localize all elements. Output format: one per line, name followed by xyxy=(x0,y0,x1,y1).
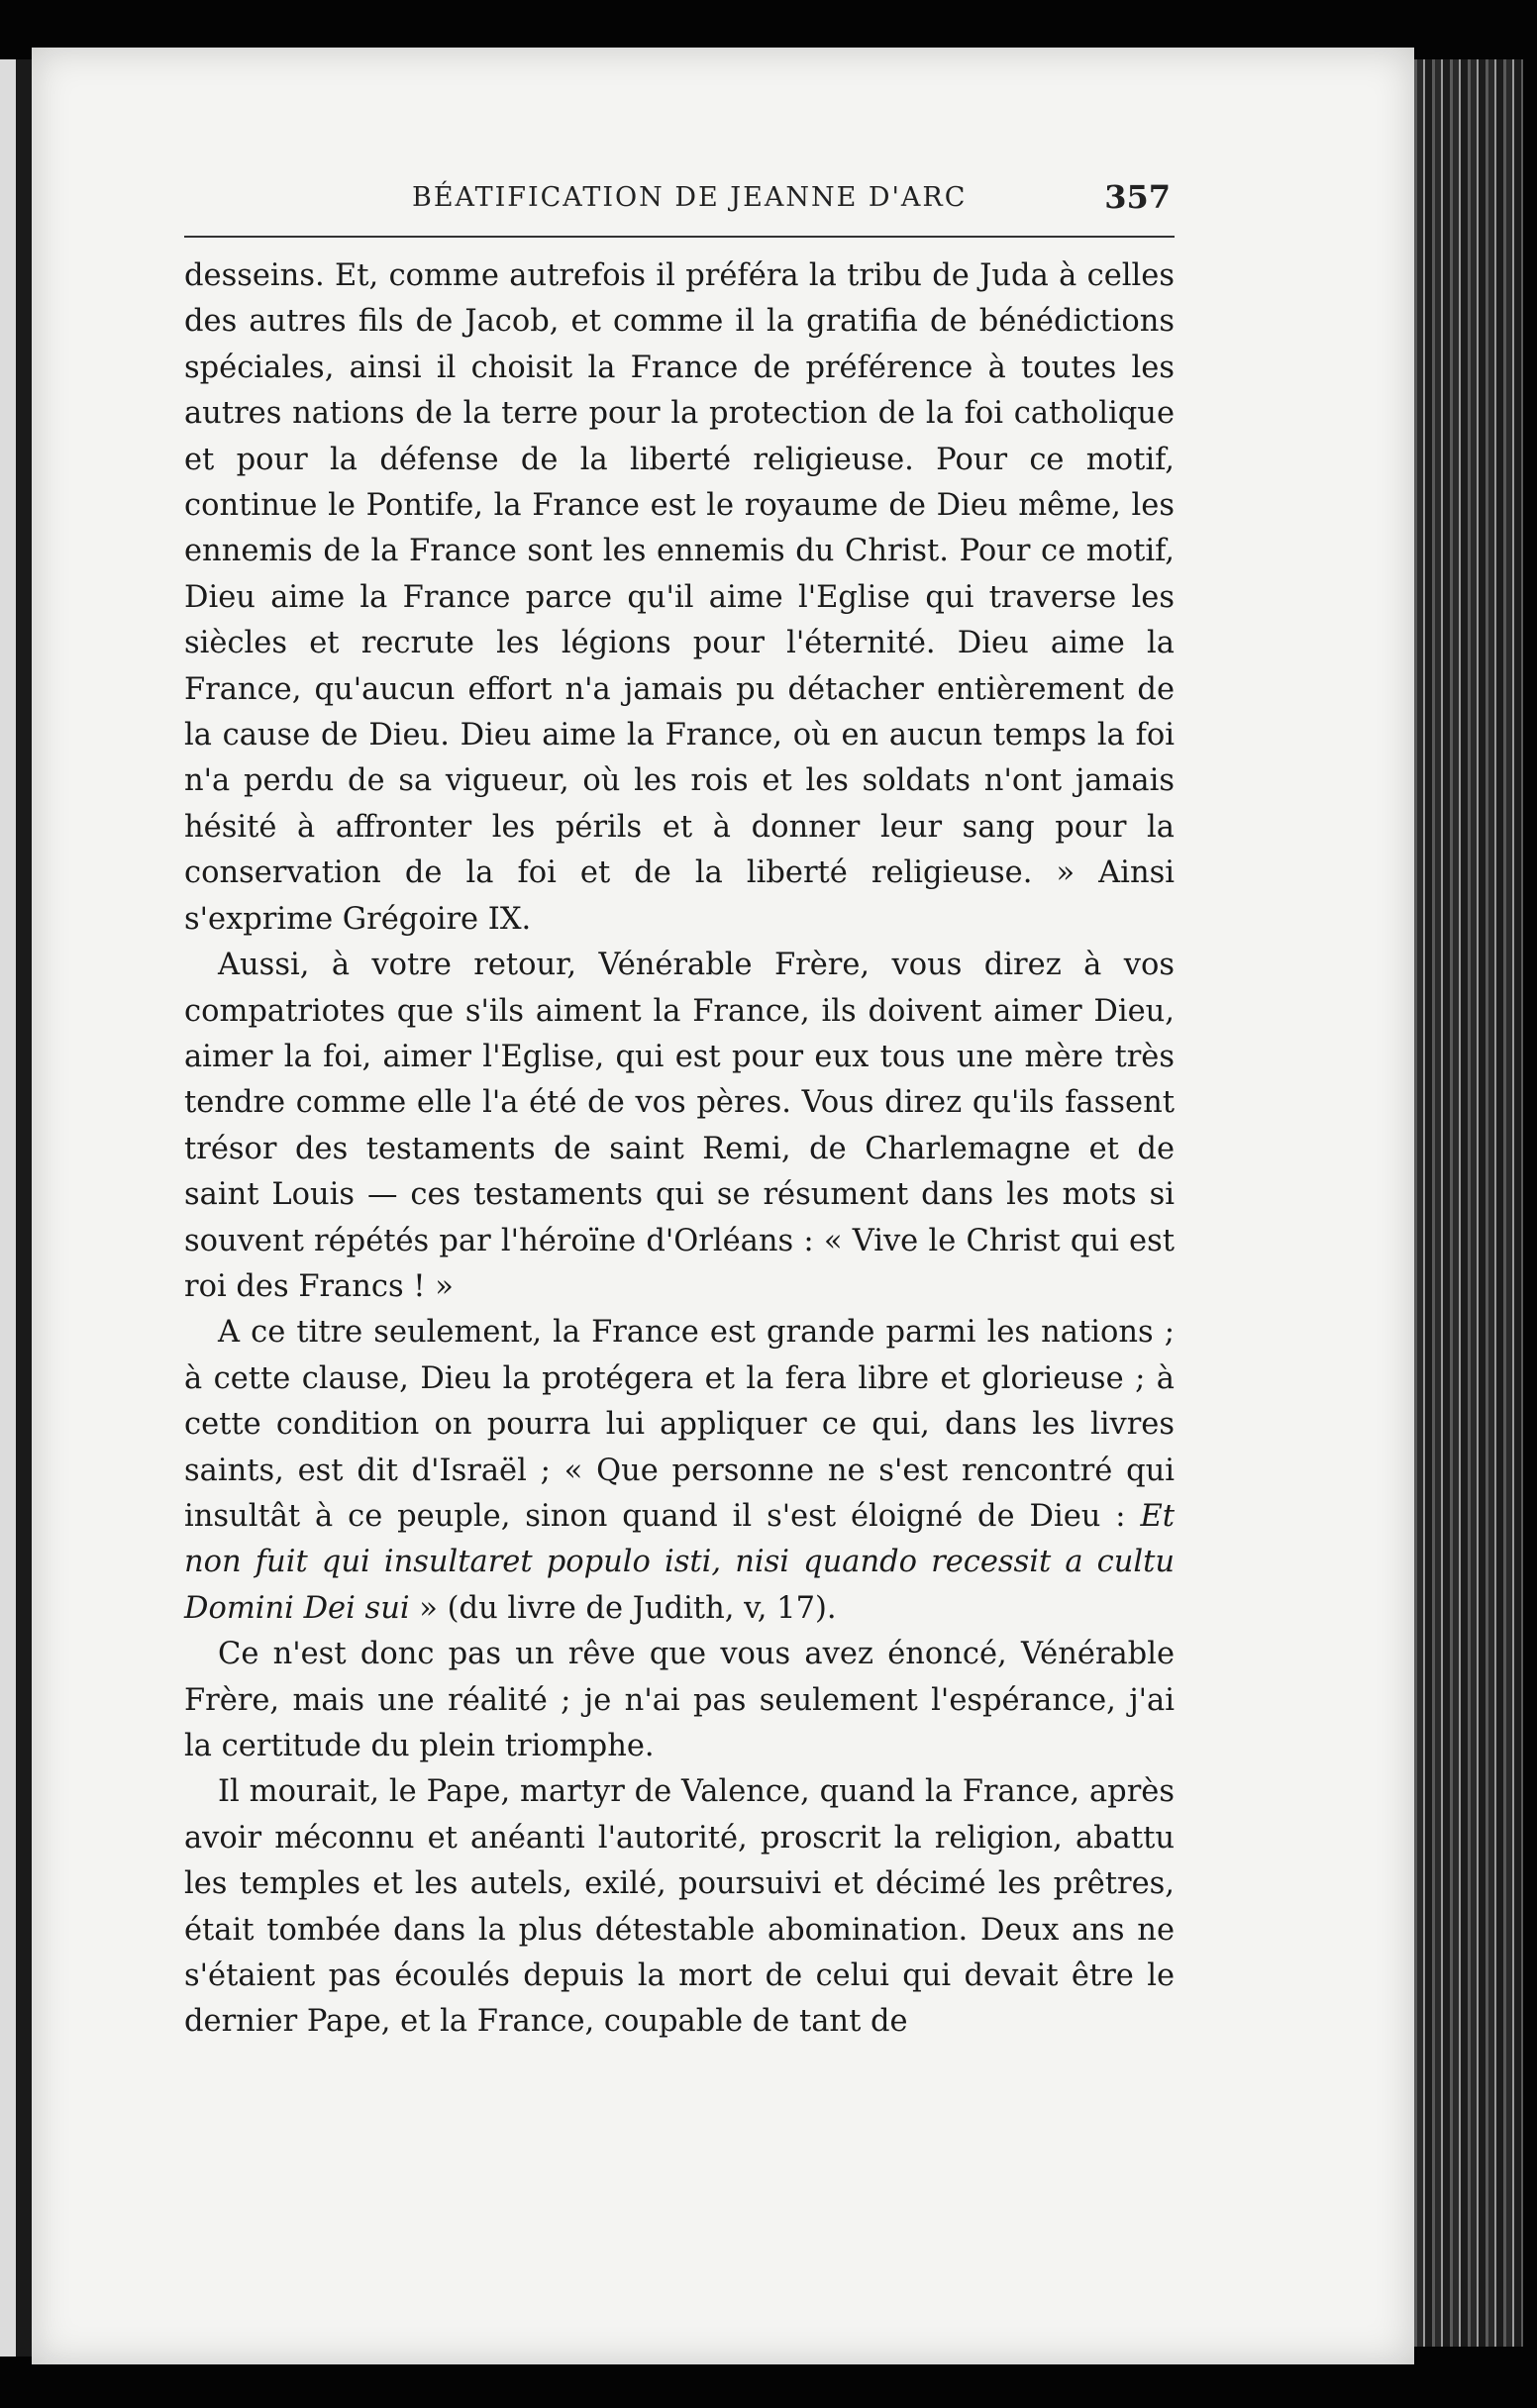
paragraph-1: desseins. Et, comme autrefois il préféra la tribu de Juda à celles des autres fils de Jacob, et comme il la gratifia de bénédictions spéciales, ainsi il choisit la France de préférence à toutes les autres nations de la terre pour la protection de la foi catholique et pour la défense de la liberté religieuse. Pour ce motif, continue le Pontife, la France est le royaume de Dieu même, les ennemis de la France sont les ennemis du Christ. Pour ce motif, Dieu aime la France parce qu'il aime l'Eglise qui traverse les siècles et recrute les légions pour l'éternité. Dieu aime la France, qu'aucun effort n'a jamais pu détacher entièrement de la cause de Dieu. Dieu aime la France, où en aucun temps la foi n'a perdu de sa vigueur, où les rois et les soldats n'ont jamais hésité à affronter les périls et à donner leur sang pour la conservation de la foi et de la liberté religieuse. » Ainsi s'exprime Grégoire IX. xyxy=(184,258,1175,937)
header-rule xyxy=(184,236,1175,238)
facing-page-edge xyxy=(0,59,16,2357)
paragraph-3-text: A ce titre seulement, la France est grande parmi les nations ; à cette clause, Dieu la protégera et la fera libre et glorieuse ; à cette condition on pourra lui appliquer ce qui, dans les livres saints, est dit d'Israël ; « Que personne ne s'est rencontré qui insultât à ce peuple, sinon quand il s'est éloigné de Dieu : xyxy=(184,1315,1175,1534)
page-number: 357 xyxy=(1104,178,1171,216)
paragraph-3 xyxy=(184,1310,1175,1632)
latin-quotation: Et non fuit qui insultaret populo isti, nisi quando recessit a cultu Domini Dei sui xyxy=(184,1498,1175,1626)
body-text xyxy=(184,253,1175,2046)
running-head: BÉATIFICATION DE JEANNE D'ARC xyxy=(412,182,968,213)
paragraph-2: Aussi, à votre retour, Vénérable Frère, vous direz à vos compatriotes que s'ils aiment la France, ils doivent aimer Dieu, aimer la foi, aimer l'Eglise, qui est pour eux tous une mère très tendre comme elle l'a été de vos pères. Vous direz qu'ils fassent trésor des testaments de saint Remi, de Charlemagne et de saint Louis — ces testaments qui se résument dans les mots si souvent répétés par l'héroïne d'Orléans : « Vive le Christ qui est roi des Francs ! » xyxy=(184,948,1175,1304)
paragraph-4: Ce n'est donc pas un rêve que vous avez énoncé, Vénérable Frère, mais une réalité ; je n'ai pas seulement l'espérance, j'ai la certitude du plein triomphe. xyxy=(184,1637,1175,1763)
page-block-edges xyxy=(1414,59,1523,2347)
page-header xyxy=(186,178,1177,222)
paragraph-3-citation: » (du livre de Judith, v, 17). xyxy=(409,1590,837,1626)
binding-shadow xyxy=(16,59,32,2357)
paragraph-5: Il mourait, le Pape, martyr de Valence, quand la France, après avoir méconnu et anéanti l'autorité, proscrit la religion, abattu les temples et les autels, exilé, poursuivi et décimé les prêtres, était tombée dans la plus détestable abomination. Deux ans ne s'étaient pas écoulés depuis la mort de celui qui devait être le dernier Pape, et la France, coupable de tant de xyxy=(184,1774,1175,2040)
